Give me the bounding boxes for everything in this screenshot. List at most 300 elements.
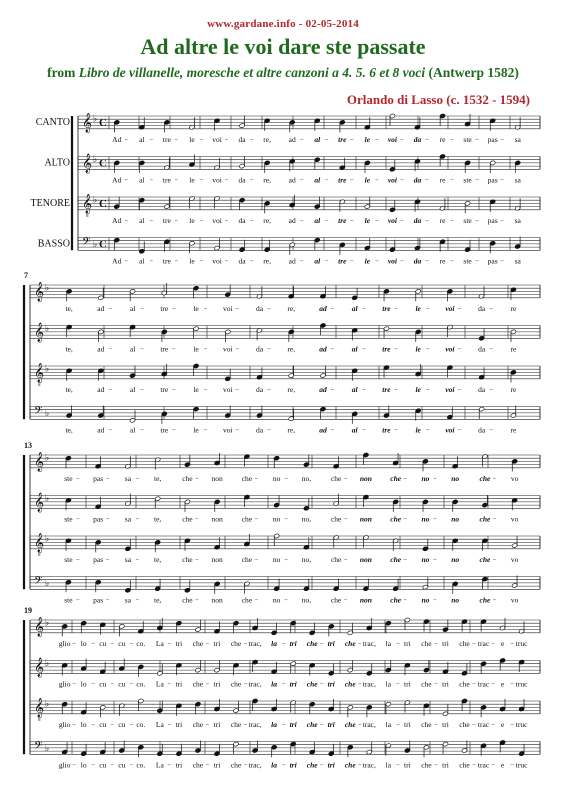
flat-icon: ♭ bbox=[45, 659, 50, 669]
treble-clef-icon: 𝄞 bbox=[34, 698, 45, 718]
lyric-syllable: che bbox=[344, 760, 356, 770]
lyric-syllable: e bbox=[500, 760, 505, 770]
lyric-syllable: cu bbox=[99, 679, 107, 689]
bass-clef-icon: 𝄢 bbox=[34, 575, 43, 590]
lyric-syllable: lo bbox=[80, 760, 87, 770]
lyric-syllable: tre bbox=[338, 256, 347, 266]
lyric-syllable: che bbox=[230, 679, 242, 689]
lyric-syllable: voi bbox=[222, 384, 233, 394]
lyric-syllable: glio bbox=[58, 719, 71, 729]
measure-number: 13 bbox=[24, 441, 32, 450]
lyric-syllable: da bbox=[238, 175, 246, 185]
lyric-syllable: ad bbox=[319, 384, 327, 394]
lyric-syllable: tre bbox=[338, 215, 347, 225]
lyric-syllable: re bbox=[510, 344, 517, 354]
lyric-syllable: cu bbox=[99, 760, 107, 770]
flat-icon: ♭ bbox=[45, 579, 50, 589]
lyric-syllable: non bbox=[359, 554, 372, 564]
bass-clef-icon: 𝄢 bbox=[34, 405, 43, 420]
lyric-syllable: da bbox=[478, 344, 486, 354]
lyric-syllable: sa bbox=[124, 554, 132, 564]
voice-label: CANTO bbox=[35, 117, 70, 128]
lyric-syllable: te, bbox=[154, 554, 162, 564]
lyric-syllable: La bbox=[155, 760, 164, 770]
lyric-syllable: da bbox=[255, 344, 264, 354]
lyric-syllable: no bbox=[421, 595, 430, 605]
lyric-syllable: re, bbox=[263, 215, 271, 225]
lyric-syllable: tri bbox=[327, 679, 335, 689]
lyric-syllable: tre bbox=[162, 134, 171, 144]
lyric-syllable: tre bbox=[162, 215, 171, 225]
flat-icon: ♭ bbox=[45, 409, 50, 419]
lyric-syllable: ste bbox=[463, 175, 472, 185]
lyric-syllable: voi bbox=[212, 215, 222, 225]
lyric-syllable: da bbox=[478, 384, 486, 394]
lyric-syllable: che bbox=[306, 719, 318, 729]
lyric-syllable: non bbox=[211, 554, 223, 564]
lyric-syllable: che bbox=[230, 719, 242, 729]
lyric-syllable: no bbox=[272, 554, 281, 564]
lyric-syllable: trac, bbox=[362, 638, 376, 648]
lyric-syllable: lo bbox=[80, 638, 87, 648]
lyric-syllable: che bbox=[479, 595, 491, 605]
lyric-syllable: no, bbox=[301, 554, 312, 564]
lyric-syllable: ad bbox=[288, 134, 296, 144]
lyric-syllable: truc bbox=[515, 679, 528, 689]
lyric-syllable: sa bbox=[514, 134, 521, 144]
lyric-syllable: che bbox=[390, 514, 402, 524]
lyric-syllable: re, bbox=[287, 425, 296, 435]
lyric-syllable: che bbox=[330, 595, 342, 605]
octave-mark: 8 bbox=[38, 383, 41, 388]
lyric-syllable: che bbox=[459, 760, 470, 770]
lyric-syllable: te, bbox=[65, 303, 73, 313]
lyric-syllable: che bbox=[182, 595, 193, 605]
lyric-syllable: tre bbox=[162, 175, 171, 185]
lyric-syllable: vo bbox=[510, 514, 519, 524]
lyric-syllable: trac bbox=[477, 638, 490, 648]
lyric-syllable: che bbox=[230, 760, 242, 770]
subtitle-from: from bbox=[47, 65, 79, 80]
lyric-syllable: vo bbox=[510, 473, 519, 483]
lyric-syllable: voi bbox=[222, 425, 233, 435]
lyric-syllable: che bbox=[241, 595, 253, 605]
lyric-syllable: re, bbox=[263, 256, 271, 266]
lyric-syllable: re bbox=[439, 134, 446, 144]
lyric-syllable: no, bbox=[301, 514, 312, 524]
lyric-syllable: le bbox=[415, 384, 421, 394]
lyric-syllable: voi bbox=[222, 303, 233, 313]
lyric-syllable: lo bbox=[80, 719, 87, 729]
treble-clef-icon: 𝄞 bbox=[34, 363, 45, 383]
lyric-syllable: la bbox=[271, 719, 278, 729]
flat-icon: ♭ bbox=[45, 534, 50, 545]
lyric-syllable: trac, bbox=[248, 719, 262, 729]
lyric-syllable: cu bbox=[118, 760, 126, 770]
time-signature-icon: C bbox=[99, 198, 107, 210]
lyric-syllable: pas bbox=[487, 256, 498, 266]
treble-clef-icon: 𝄞 bbox=[82, 113, 93, 133]
flat-icon: ♭ bbox=[93, 195, 98, 206]
lyric-syllable: trac, bbox=[248, 679, 262, 689]
lyric-syllable: ad bbox=[319, 425, 327, 435]
lyric-syllable: che bbox=[241, 514, 253, 524]
lyric-syllable: trac, bbox=[248, 760, 262, 770]
lyric-syllable: Ad bbox=[112, 175, 122, 185]
lyric-syllable: pas bbox=[487, 134, 498, 144]
lyric-syllable: che bbox=[344, 679, 356, 689]
lyric-syllable: che bbox=[192, 719, 204, 729]
flat-icon: ♭ bbox=[45, 699, 50, 710]
lyric-syllable: tri bbox=[213, 760, 221, 770]
lyric-syllable: trac bbox=[477, 719, 490, 729]
lyric-syllable: no bbox=[272, 473, 281, 483]
lyric-syllable: co. bbox=[136, 719, 146, 729]
lyric-syllable: co. bbox=[136, 760, 146, 770]
lyric-syllable: ste bbox=[64, 554, 73, 564]
lyric-syllable: che bbox=[479, 554, 491, 564]
lyric-syllable: che bbox=[182, 514, 193, 524]
lyric-syllable: cu bbox=[118, 679, 126, 689]
lyric-syllable: pas bbox=[93, 595, 104, 605]
lyric-syllable: che bbox=[421, 719, 432, 729]
flat-icon: ♭ bbox=[93, 114, 98, 125]
lyric-syllable: te, bbox=[65, 384, 73, 394]
lyric-syllable: ad bbox=[97, 303, 105, 313]
lyric-syllable: te, bbox=[154, 473, 162, 483]
lyric-syllable: voi bbox=[445, 425, 455, 435]
lyric-syllable: al bbox=[139, 175, 145, 185]
lyric-syllable: tri bbox=[404, 719, 411, 729]
lyric-syllable: Ad bbox=[112, 256, 122, 266]
lyric-syllable: tri bbox=[327, 638, 335, 648]
lyric-syllable: da bbox=[413, 175, 422, 185]
lyric-syllable: trac, bbox=[362, 760, 376, 770]
lyric-syllable: voi bbox=[387, 256, 398, 266]
time-signature-icon: C bbox=[99, 117, 107, 129]
treble-clef-icon: 𝄞 bbox=[34, 452, 45, 472]
lyric-syllable: da bbox=[238, 256, 246, 266]
lyric-syllable: che bbox=[230, 638, 242, 648]
lyric-syllable: che bbox=[390, 595, 402, 605]
lyric-syllable: ad bbox=[288, 256, 296, 266]
treble-clef-icon: 𝄞 bbox=[34, 322, 45, 343]
bass-clef-icon: 𝄢 bbox=[82, 236, 91, 251]
lyric-syllable: non bbox=[211, 473, 223, 483]
flat-icon: ♭ bbox=[45, 324, 50, 334]
lyric-syllable: che bbox=[459, 638, 470, 648]
lyric-syllable: che bbox=[390, 554, 402, 564]
lyric-syllable: re bbox=[510, 384, 517, 394]
lyric-syllable: re, bbox=[287, 303, 296, 313]
subtitle-place: (Antwerp 1582) bbox=[425, 65, 519, 80]
lyric-syllable: pas bbox=[487, 175, 498, 185]
lyric-syllable: ad bbox=[288, 175, 296, 185]
lyric-syllable: e bbox=[500, 719, 505, 729]
lyric-syllable: tre bbox=[382, 425, 391, 435]
lyric-syllable: glio bbox=[58, 638, 71, 648]
bass-clef-icon: 𝄢 bbox=[34, 740, 43, 755]
lyric-syllable: ad bbox=[97, 425, 105, 435]
time-signature-icon: C bbox=[99, 238, 107, 251]
lyric-syllable: voi bbox=[222, 344, 233, 354]
lyric-syllable: no bbox=[272, 595, 281, 605]
lyric-syllable: re, bbox=[263, 134, 271, 144]
lyric-syllable: te, bbox=[154, 595, 162, 605]
lyric-syllable: la bbox=[271, 760, 278, 770]
lyric-syllable: voi bbox=[387, 134, 398, 144]
lyric-syllable: che bbox=[330, 554, 342, 564]
lyric-syllable: no bbox=[421, 473, 430, 483]
lyric-syllable: tre bbox=[160, 384, 169, 394]
lyric-syllable: le bbox=[193, 425, 199, 435]
lyric-syllable: tri bbox=[175, 719, 183, 729]
treble-clef-icon: 𝄞 bbox=[34, 533, 45, 553]
flat-icon: ♭ bbox=[45, 453, 50, 464]
lyric-syllable: ad bbox=[319, 344, 327, 354]
lyric-syllable: che bbox=[344, 638, 356, 648]
lyric-syllable: le bbox=[189, 215, 195, 225]
lyric-syllable: la bbox=[271, 679, 278, 689]
lyric-syllable: le bbox=[189, 134, 195, 144]
lyric-syllable: che bbox=[182, 473, 193, 483]
measure-number: 7 bbox=[24, 271, 28, 280]
lyric-syllable: voi bbox=[445, 344, 455, 354]
lyric-syllable: tri bbox=[404, 679, 411, 689]
lyric-syllable: e bbox=[500, 638, 505, 648]
lyric-syllable: tre bbox=[162, 256, 171, 266]
lyric-syllable: sa bbox=[514, 256, 521, 266]
flat-icon: ♭ bbox=[93, 155, 98, 165]
lyric-syllable: vo bbox=[510, 554, 519, 564]
lyric-syllable: che bbox=[479, 473, 491, 483]
lyric-syllable: glio bbox=[58, 760, 71, 770]
octave-mark: 8 bbox=[38, 718, 41, 723]
lyric-syllable: che bbox=[241, 554, 253, 564]
lyric-syllable: le bbox=[415, 425, 421, 435]
lyric-syllable: tri bbox=[442, 760, 449, 770]
lyric-syllable: voi bbox=[212, 256, 222, 266]
lyric-syllable: truc bbox=[515, 638, 528, 648]
lyric-syllable: re bbox=[439, 175, 446, 185]
lyric-syllable: che bbox=[390, 473, 402, 483]
lyric-syllable: ste bbox=[64, 473, 73, 483]
lyric-syllable: al bbox=[351, 303, 358, 313]
lyric-syllable: no bbox=[421, 554, 430, 564]
lyric-syllable: sa bbox=[124, 595, 132, 605]
lyric-syllable: tre bbox=[338, 175, 347, 185]
lyric-syllable: che bbox=[421, 760, 432, 770]
treble-clef-icon: 𝄞 bbox=[82, 194, 93, 214]
treble-clef-icon: 𝄞 bbox=[34, 617, 45, 637]
lyric-syllable: La bbox=[155, 638, 164, 648]
lyric-syllable: sa bbox=[514, 175, 521, 185]
measure-number: 19 bbox=[24, 606, 32, 615]
subtitle-work: Libro de villanelle, moresche et altre canzoni a 4. 5. 6 et 8 voci bbox=[78, 65, 426, 80]
lyric-syllable: tre bbox=[382, 384, 391, 394]
lyric-syllable: tri bbox=[289, 638, 297, 648]
lyric-syllable: trac, bbox=[362, 679, 376, 689]
lyric-syllable: ste bbox=[463, 134, 472, 144]
lyric-syllable: vo bbox=[510, 595, 519, 605]
lyric-syllable: al bbox=[314, 134, 321, 144]
lyric-syllable: che bbox=[330, 514, 342, 524]
flat-icon: ♭ bbox=[45, 283, 50, 294]
lyric-syllable: tri bbox=[289, 760, 297, 770]
lyric-syllable: voi bbox=[212, 175, 222, 185]
lyric-syllable: ad bbox=[97, 344, 105, 354]
treble-clef-icon: 𝄞 bbox=[82, 153, 93, 174]
lyric-syllable: che bbox=[330, 473, 342, 483]
lyric-syllable: tri bbox=[175, 679, 183, 689]
lyric-syllable: al bbox=[314, 215, 321, 225]
lyric-syllable: cu bbox=[118, 638, 126, 648]
lyric-syllable: trac bbox=[477, 679, 490, 689]
lyric-syllable: no bbox=[272, 514, 281, 524]
piece-title: Ad altre le voi dare ste passate bbox=[140, 34, 426, 59]
lyric-syllable: non bbox=[359, 595, 372, 605]
lyric-syllable: da bbox=[478, 303, 486, 313]
lyric-syllable: da bbox=[413, 134, 422, 144]
lyric-syllable: le bbox=[364, 134, 371, 144]
lyric-syllable: tri bbox=[213, 679, 221, 689]
lyric-syllable: al bbox=[129, 303, 136, 313]
lyric-syllable: al bbox=[129, 344, 136, 354]
lyric-syllable: al bbox=[139, 134, 145, 144]
lyric-syllable: trac, bbox=[248, 638, 262, 648]
lyric-syllable: ste bbox=[463, 256, 472, 266]
voice-label: BASSO bbox=[37, 238, 70, 250]
lyric-syllable: le bbox=[193, 344, 199, 354]
lyric-syllable: ste bbox=[64, 595, 73, 605]
lyric-syllable: te, bbox=[65, 425, 73, 435]
lyric-syllable: re bbox=[439, 215, 446, 225]
lyric-syllable: ad bbox=[97, 384, 105, 394]
lyric-syllable: La bbox=[155, 679, 164, 689]
flat-icon: ♭ bbox=[45, 364, 50, 375]
lyric-syllable: che bbox=[306, 760, 318, 770]
lyric-syllable: che bbox=[192, 679, 204, 689]
lyric-syllable: tri bbox=[442, 638, 449, 648]
lyric-syllable: re, bbox=[287, 344, 296, 354]
lyric-syllable: tri bbox=[327, 760, 335, 770]
lyric-syllable: che bbox=[459, 719, 470, 729]
lyric-syllable: da bbox=[413, 215, 422, 225]
lyric-syllable: non bbox=[211, 595, 223, 605]
octave-mark: 8 bbox=[86, 214, 89, 219]
lyric-syllable: voi bbox=[445, 384, 455, 394]
flat-icon: ♭ bbox=[93, 240, 98, 250]
lyric-syllable: le bbox=[364, 175, 371, 185]
octave-mark: 8 bbox=[38, 553, 41, 558]
lyric-syllable: la bbox=[271, 638, 278, 648]
flat-icon: ♭ bbox=[45, 494, 50, 504]
lyric-syllable: co. bbox=[136, 679, 146, 689]
lyric-syllable: che bbox=[192, 638, 204, 648]
lyric-syllable: lo bbox=[80, 679, 87, 689]
lyric-syllable: non bbox=[211, 514, 223, 524]
lyric-syllable: sa bbox=[124, 473, 132, 483]
flat-icon: ♭ bbox=[45, 618, 50, 629]
flat-icon: ♭ bbox=[45, 744, 50, 754]
composer-credit: Orlando di Lasso (c. 1532 - 1594) bbox=[346, 92, 530, 107]
lyric-syllable: tri bbox=[175, 638, 183, 648]
lyric-syllable: al bbox=[314, 256, 321, 266]
lyric-syllable: re, bbox=[287, 384, 296, 394]
lyric-syllable: voi bbox=[387, 175, 398, 185]
lyric-syllable: da bbox=[255, 303, 264, 313]
lyric-syllable: al bbox=[314, 175, 321, 185]
time-signature-icon: C bbox=[99, 157, 107, 170]
lyric-syllable: che bbox=[306, 638, 318, 648]
lyric-syllable: ad bbox=[319, 303, 327, 313]
lyric-syllable: al bbox=[129, 384, 136, 394]
lyric-syllable: tri bbox=[175, 760, 183, 770]
lyric-syllable: da bbox=[238, 215, 246, 225]
lyric-syllable: truc bbox=[515, 760, 528, 770]
lyric-syllable: truc bbox=[515, 719, 528, 729]
lyric-syllable: la bbox=[385, 760, 392, 770]
lyric-syllable: voi bbox=[212, 134, 222, 144]
lyric-syllable: le bbox=[189, 175, 195, 185]
lyric-syllable: che bbox=[421, 679, 432, 689]
lyric-syllable: tri bbox=[289, 719, 297, 729]
lyric-syllable: tri bbox=[213, 719, 221, 729]
lyric-syllable: tre bbox=[160, 303, 169, 313]
lyric-syllable: re bbox=[439, 256, 446, 266]
lyric-syllable: cu bbox=[99, 719, 107, 729]
voice-label: TENORE bbox=[30, 198, 70, 209]
lyric-syllable: pas bbox=[93, 473, 104, 483]
treble-clef-icon: 𝄞 bbox=[34, 492, 45, 513]
lyric-syllable: no bbox=[451, 514, 460, 524]
lyric-syllable: cu bbox=[118, 719, 126, 729]
lyric-syllable: tri bbox=[404, 638, 411, 648]
lyric-syllable: tre bbox=[338, 134, 347, 144]
lyric-syllable: no bbox=[421, 514, 430, 524]
lyric-syllable: Ad bbox=[112, 215, 122, 225]
lyric-syllable: le bbox=[364, 256, 371, 266]
lyric-syllable: le bbox=[189, 256, 195, 266]
lyric-syllable: e bbox=[500, 679, 505, 689]
lyric-syllable: le bbox=[415, 344, 421, 354]
lyric-syllable: ste bbox=[64, 514, 73, 524]
lyric-syllable: pas bbox=[487, 215, 498, 225]
lyric-syllable: tri bbox=[213, 638, 221, 648]
treble-clef-icon: 𝄞 bbox=[34, 282, 45, 302]
lyric-syllable: tre bbox=[160, 425, 169, 435]
lyric-syllable: che bbox=[306, 679, 318, 689]
lyric-syllable: voi bbox=[445, 303, 455, 313]
lyric-syllable: le bbox=[364, 215, 371, 225]
lyric-syllable: te, bbox=[65, 344, 73, 354]
lyric-syllable: che bbox=[344, 719, 356, 729]
lyric-syllable: tre bbox=[382, 303, 391, 313]
lyric-syllable: La bbox=[155, 719, 164, 729]
lyric-syllable: no bbox=[451, 554, 460, 564]
lyric-syllable: al bbox=[139, 256, 145, 266]
lyric-syllable: al bbox=[351, 344, 358, 354]
lyric-syllable: la bbox=[385, 719, 392, 729]
lyric-syllable: al bbox=[129, 425, 136, 435]
lyric-syllable: tri bbox=[327, 719, 335, 729]
lyric-syllable: al bbox=[351, 425, 358, 435]
source-url: www.gardane.info - 02-05-2014 bbox=[207, 18, 359, 30]
lyric-syllable: le bbox=[193, 303, 199, 313]
lyric-syllable: al bbox=[139, 215, 145, 225]
lyric-syllable: pas bbox=[93, 554, 104, 564]
lyric-syllable: re, bbox=[263, 175, 271, 185]
